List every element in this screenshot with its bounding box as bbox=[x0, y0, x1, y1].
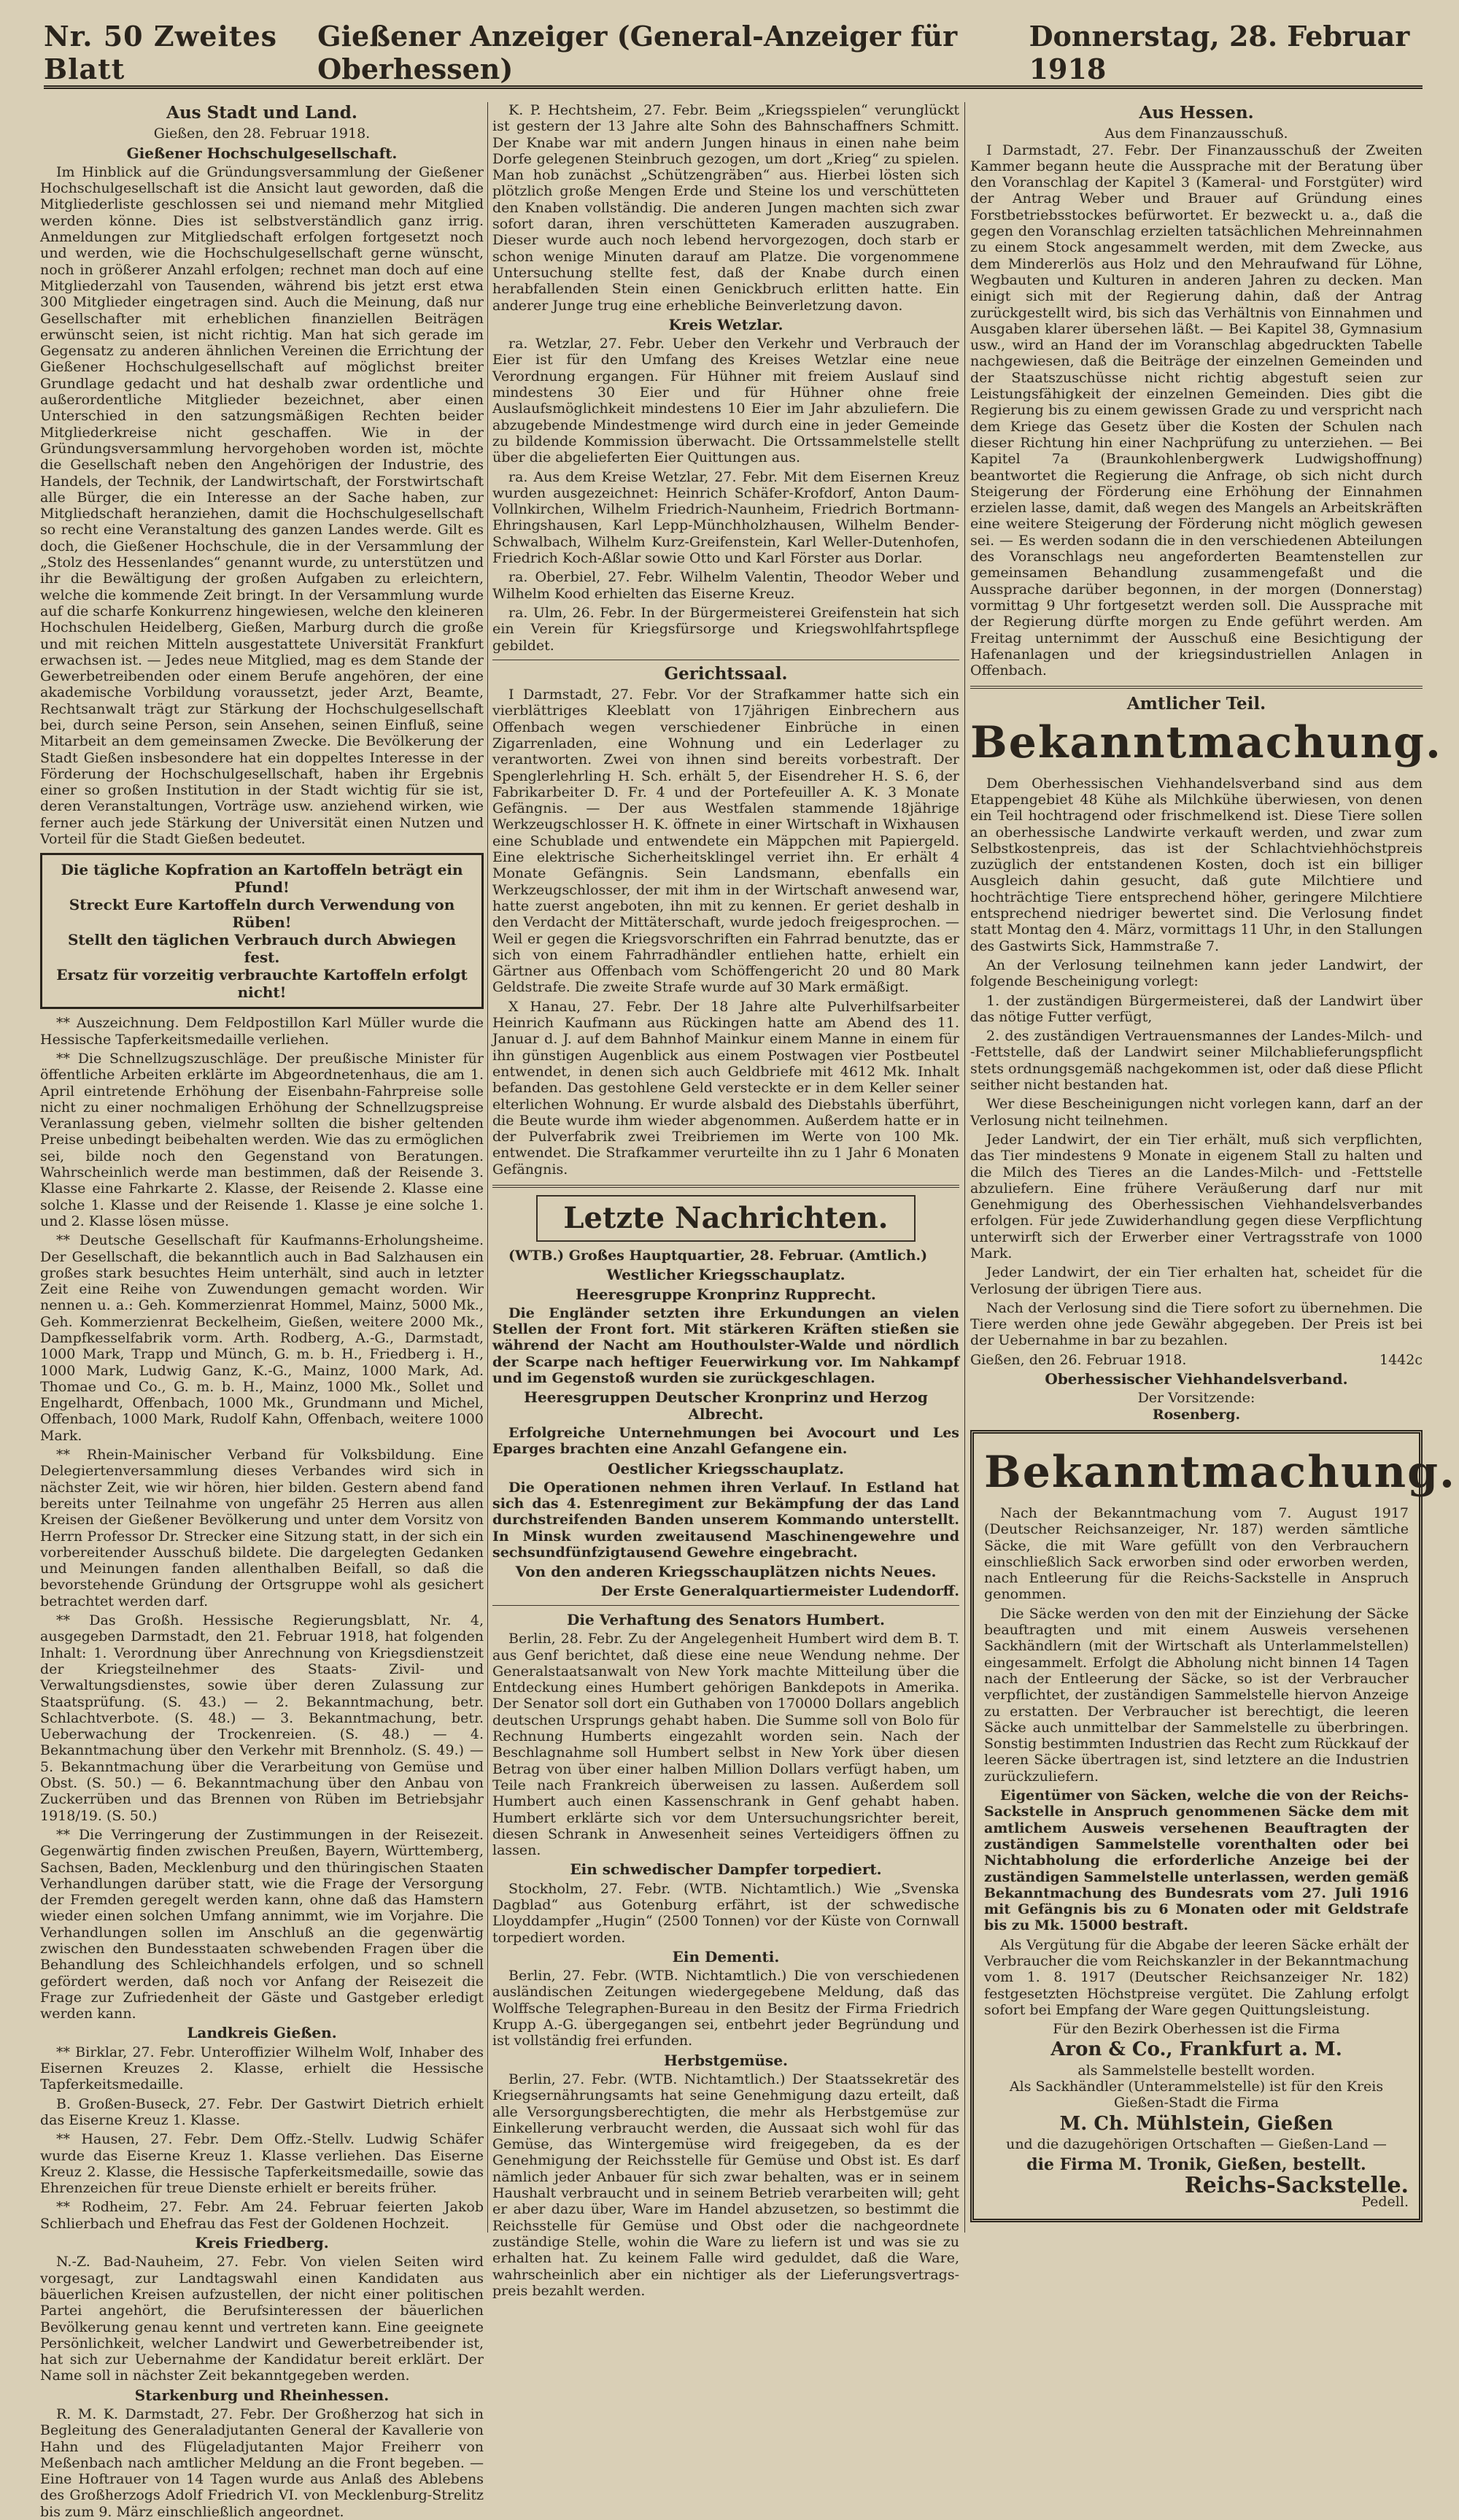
news-item: N.-Z. Bad-Nauheim, 27. Febr. Von vielen Seiten wird vorgesagt, zur Landtagswahl einen Kandidaten aus bäuerlichen Kreisen aufzustellen, der nicht einer politischen Partei angehört, die Berufsinteressen der bäuerlichen Bevölkerung genau kennt und vertreten kann. Eine geeignete Persönlichkeit, welcher Landwirt und Gewerbetreibender ist, hat sich zur Uebernahme der Kandidatur bereit erklärt. Der Name soll in nächster Zeit bekanntgegeben werden. bbox=[40, 2254, 484, 2384]
section-heading: Amtlicher Teil. bbox=[1126, 694, 1266, 714]
issue-date: Donnerstag, 28. Februar 1918 bbox=[1029, 20, 1410, 85]
news-item: I Darmstadt, 27. Febr. Vor der Strafkammer hatte sich ein vierblättriges Kleeblatt von 17jährigen Einbrechern aus Offenbach wegen verschiedener Einbrüche in einen Zigarrenladen, eine Wohnung und ein Lederlager zu verantworten. Zwei von ihnen sind bereits vorbestraft. Der Spenglerlehrling H. Sch. erhält 5, der Eisendreher H. S. 6, der Fabrikarbeiter D. Fr. 4 und der Portefeuiller A. K. 3 Monate Gefängnis. — Der aus Westfalen stammende 18jährige Werkzeugschlosser H. K. öffnete in einer Wirtschaft in Wixhausen eine Schublade und entwendete ein Mäppchen mit Papiergeld. Eine elektrische Sicherheitsklingel verriet ihn. Er erhält 4 Monate Gefängnis. Sein Landsmann, ebenfalls ein Werkzeugschlosser, der mit ihm in der Wirtschaft anwesend war, hatte zuerst angeboten, ihn mit zu kennen. Er geriet deshalb in den Verdacht der Mittäterschaft, wurde jedoch freigesprochen. — Weil er gegen die Kriegsvorschriften ein Fahrrad benutzte, das er sich von einem Fahrradhändler entliehen hatte, erhielt ein Gärtner aus Offenbach vom Schöffengericht 20 und 80 Mark Geldstrafe. Die zweite Strafe wurde auf 30 Mark ermäßigt. bbox=[492, 687, 959, 996]
firm-name: die Firma M. Tronik, Gießen, bestellt. bbox=[1026, 2155, 1366, 2175]
news-item: ra. Aus dem Kreise Wetzlar, 27. Febr. Mit dem Eisernen Kreuz wurden ausgezeichnet: Heinrich Schäfer-Krofdorf, Anton Daum-Vollnkirchen, Wilhelm Friedrich-Naunheim, Friedrich Bortmann-Ehringshausen, Karl Lepp-Münchholzhausen, Wilhelm Bender-Schwalbach, Wilhelm Kurz-Greifenstein, Karl Weller-Dutenhofen, Friedrich Koch-Aßlar sowie Otto und Karl Förster aus Dorlar. bbox=[492, 468, 959, 567]
news-item: Stockholm, 27. Febr. (WTB. Nichtamtlich.) Wie „Svenska Dagblad“ aus Gotenburg erfährt, ist der schwedische Lloyddampfer „Hugin“ (2500 Tonnen) vor der Küste von Cornwall torpediert worden. bbox=[492, 1880, 959, 1946]
announcement-body: Jeder Landwirt, der ein Tier erhalten hat, scheidet für die Verlosung der übrigen Tiere aus. bbox=[970, 1264, 1423, 1297]
column-divider bbox=[487, 102, 488, 2233]
announcement-body: Für den Bezirk Oberhessen ist die Firma bbox=[1053, 2021, 1340, 2038]
army-group-heading: Heeresgruppe Kronprinz Rupprecht. bbox=[576, 1285, 876, 1303]
announcement-body: Als Vergütung für die Abgabe der leeren Säcke erhält der Verbraucher die vom Reichskanzler in der Bekanntmachung vom 1. 8. 1917 (Deutscher Reichsanzeiger Nr. 182) festgesetzten Höchstpreise vergütet. Die Zahlung erfolgt sofort bei Empfang der Ware gegen Quittungsleistung. bbox=[984, 1936, 1409, 2018]
announcement-body: Die Säcke werden von den mit der Einziehung der Säcke beauftragten und mit einem Ausweis versehenen Sackhändlern (mit der Wirtschaft als Unterlammelstellen) eingesammelt. Erfolgt die Abholung nicht binnen 14 Tagen nach der Entleerung der Säcke, so ist der Verbraucher verpflichtet, der zuständigen Sammelstelle hiervon Anzeige zu erstatten. Der Verbraucher ist berechtigt, die leeren Säcke auch unmittelbar der Sammelstelle zu überbringen. Sonstig bestimmten Industrien das Recht zum Rückkauf der leeren Säcke übertragen ist, sind letztere an die Industrien zurückzuliefern. bbox=[984, 1605, 1409, 1785]
news-item: ra. Oberbiel, 27. Febr. Wilhelm Valentin, Theodor Weber und Wilhelm Kood erhielten das Eiserne Kreuz. bbox=[492, 569, 959, 602]
wire-dateline: (WTB.) Großes Hauptquartier, 28. Februar. (Amtlich.) bbox=[508, 1248, 928, 1264]
region-heading: Starkenburg und Rheinhessen. bbox=[134, 2386, 390, 2404]
region-heading: Kreis Wetzlar. bbox=[668, 315, 783, 333]
announcement-penalty: Eigentümer von Säcken, welche die von der Reichs-Sackstelle in Anspruch genommenen Säcke dem mit amtlichem Ausweis versehenen Beauftragten der zuständigen Sammelstelle vorenthalten oder bei Nichtabholung die erforderliche Anzeige bei der zuständigen Sammelstelle unterlassen, werden gemäß Bekanntmachung des Bundesrats vom 27. Juli 1916 mit Gefängnis bis zu 6 Monaten oder mit Geldstrafe bis zu Mk. 15000 bestraft. bbox=[984, 1787, 1409, 1934]
announcement-body: Jeder Landwirt, der ein Tier erhält, muß sich verpflichten, das Tier mindestens 9 Monate in eigenem Stall zu halten und die Milch des Tieres an die Landes-Milch- und -Fettstelle abzuliefern. Eine frühere Veräußerung darf nur mit Genehmigung des Oberhessischen Viehhandelsverbandes erfolgen. Für jede Zuwiderhandlung gegen diese Verpflichtung unterwirft sich der Erwerber einer Vertragsstrafe von 1000 Mark. bbox=[970, 1131, 1423, 1261]
column-divider bbox=[964, 102, 965, 2233]
section-heading: Aus Stadt und Land. bbox=[166, 103, 357, 123]
news-item: Berlin, 27. Febr. (WTB. Nichtamtlich.) Die von verschiedenen ausländischen Zeitungen wiedergegebene Meldung, daß das Wolffsche Telegraphen-Bureau in den Besitz der Firma Friedrich Krupp A.-G. übergegangen sei, entbehrt jeder Begründung und ist vollständig frei erfunden. bbox=[492, 1968, 959, 2049]
article-body: Im Hinblick auf die Gründungsversammlung der Gießener Hochschulgesellschaft ist die Ansicht laut geworden, daß die Mitgliederliste geschlossen sei und niemand mehr Mitglied werden könne. Dies ist selbstverständlich ganz irrig. Anmeldungen zur Mitgliedschaft erfolgen fortgesetzt noch und werden, wie die Hochschulgesellschaft gerne wünscht, noch in größerer Anzahl erfolgen; rechnet man doch auf eine Mitgliederzahl von Tausenden, während bis jetzt erst etwa 300 Mitglieder eingetragen sind. Auch die Meinung, daß nur Gesellschafter mit erheblichen finanziellen Beiträgen erwünscht seien, ist nicht richtig. Man hat sich gerade im Gegensatz zu anderen ähnlichen Vereinen die Errichtung der Gießener Hochschulgesellschaft auf möglichst breiter Grundlage gedacht und hat deshalb zwar ordentliche und außerordentliche Mitglieder bezeichnet, aber einen Unterschied in den satzungsmäßigen Rechten beider Mitgliederkreise nicht geschaffen. Wie in der Gründungsversammlung hervorgehoben worden ist, möchte die Gesellschaft neben den Angehörigen der Industrie, des Handels, der Technik, der Landwirtschaft, der Forstwirtschaft alle Bürger, die ein Interesse an der Sache haben, zur Mitgliedschaft heranziehen, damit die Hochschulgesellschaft so recht eine Veranstaltung des ganzen Landes werde. Gilt es doch, die Gießener Hochschule, die in der Versammlung der „Stolz des Hessenlandes“ genannt wurde, zu unterstützen und ihr die Bewältigung der großen Aufgaben zu erleichtern, welche die kommende Zeit bringt. In der Versammlung wurde auf die scharfe Konkurrenz hingewiesen, welche den kleineren Hochschulen Heidelberg, Gießen, Marburg durch die große und mit reichen Mitteln ausgestattete Universität Frankfurt erwachsen ist. — Jedes neue Mitglied, mag es dem Stande der Gewerbetreibenden oder einem Berufe angehören, der eine akademische Vorbildung voraussetzt, jeder Arzt, Beamte, Rechtsanwalt trägt zur Stärkung der Hochschulgesellschaft bei, durch seine Person, sein Ansehen, seinen Einfluß, seine Mitarbeit an dem gemeinsamen Zwecke. Die Bevölkerung der Stadt Gießen insbesondere hat ein doppeltes Interesse in der Förderung der Hochschulgesellschaft, haben ihr Ergebnis einer so großen Institution in der Stadt wichtig für sie ist, deren Veranstaltungen, Vorträge usw. anziehend wirken, wie ferner auch jede Stärkung der Universität einen Nutzen und Vorteil für die Stadt Gießen bedeutet. bbox=[40, 163, 484, 848]
column-middle bbox=[492, 102, 959, 2299]
notice-line: Die tägliche Kopfration an Kartoffeln beträgt ein Pfund! bbox=[61, 861, 463, 897]
news-item: R. M. K. Darmstadt, 27. Febr. Der Großherzog hat sich in Begleitung des Generaladjutanten General der Kavallerie von Hahn und des Flügeladjutanten Major Freiherr von Meßenbach nach amtlicher Meldung an die Front begeben. — Eine Hoftrauer von 14 Tagen wurde aus Anlaß des Ablebens des Großherzogs Adolf Friedrich VI. von Mecklenburg-Strelitz bis zum 9. März einschließlich angeordnet. bbox=[40, 2406, 484, 2520]
news-item: ** Das Großh. Hessische Regierungsblatt, Nr. 4, ausgegeben Darmstadt, den 21. Februar 1918, hat folgenden Inhalt: 1. Verordnung über Anrechnung von Kriegsdienstzeit der Kriegsteilnehmer des Staats- Zivil- und Verwaltungsdienstes, sowie über deren Zulassung zur Staatsprüfung. (S. 43.) — 2. Bekanntmachung, betr. Schlachtverbote. (S. 48.) — 3. Bekanntmachung, betr. Ueberwachung der Trockenreien. (S. 48.) — 4. Bekanntmachung über den Verkehr mit Brennholz. (S. 49.) — 5. Bekanntmachung über die Verarbeitung von Gemüse und Obst. (S. 50.) — 6. Bekanntmachung über den Anbau von Zuckerrüben und das Brennen von Rüben im Betriebsjahr 1918/19. (S. 50.) bbox=[40, 1612, 484, 1824]
last-news-heading: Letzte Nachrichten. bbox=[536, 1195, 916, 1242]
sack-announcement-box bbox=[970, 1430, 1456, 2222]
news-item: ** Die Schnellzugszuschläge. Der preußische Minister für öffentliche Arbeiten erklärte im Abgeordnetenhaus, die am 1. April eintretende Erhöhung der Eisenbahn-Fahrpreise solle nicht zu einer nochmaligen Erhöhung der Schnellzugspreise Veranlassung geben, vielmehr sollten die bisher geltenden Preise unbedingt beibehalten werden. Wie das zu ermöglichen sei, bilde noch den Gegenstand von Beratungen. Wahrscheinlich werde man bestimmen, daß der Reisende 3. Klasse eine Fahrkarte 2. Klasse, der Reisende 2. Klasse eine solche 1. Klasse und der Reisende 1. Klasse je eine solche 1. und 2. Klasse lösen müsse. bbox=[40, 1050, 484, 1229]
divider bbox=[492, 1605, 959, 1606]
column-right bbox=[970, 102, 1456, 2233]
divider bbox=[970, 686, 1423, 689]
news-item: ** Auszeichnung. Dem Feldpostillon Karl Müller wurde die Hessische Tapferkeitsmedaille verliehen. bbox=[40, 1015, 484, 1048]
announcement-code: 1442c bbox=[1379, 1351, 1423, 1368]
report-signature: Der Erste Generalquartiermeister Ludendorff. bbox=[600, 1582, 959, 1599]
news-item: ** Birklar, 27. Febr. Unteroffizier Wilhelm Wolf, Inhaber des Eisernen Kreuzes 2. Klasse, erhielt die Hessische Tapferkeitsmedaille. bbox=[40, 2044, 484, 2093]
column-left bbox=[40, 102, 484, 2520]
section-heading: Aus Hessen. bbox=[1139, 103, 1254, 123]
army-group-heading: Heeresgruppen Deutscher Kronprinz und Herzog Albrecht. bbox=[524, 1388, 928, 1423]
report-body: Erfolgreiche Unternehmungen bei Avocourt und Les Eparges brachten eine Anzahl Gefangene ein. bbox=[492, 1424, 959, 1458]
subsection-heading: Aus dem Finanzausschuß. bbox=[1104, 125, 1288, 142]
divider bbox=[492, 1185, 959, 1188]
announcement-body: Wer diese Bescheinigungen nicht vorlegen kann, darf an der Verlosung nicht teilnehmen. bbox=[970, 1096, 1423, 1129]
news-item: ** Rodheim, 27. Febr. Am 24. Februar feierten Jakob Schlierbach und Ehefrau das Fest der Goldenen Hochzeit. bbox=[40, 2199, 484, 2232]
report-body: Die Engländer setzten ihre Erkundungen an vielen Stellen der Front fort. Mit stärkeren Kräften stießen sie während der Nacht am Houthoulster-Walde und nördlich der Scarpe nach heftiger Feuerwirkung vor. Im Nahkampf und im Gegenstoß wurden sie zurückgeschlagen. bbox=[492, 1305, 959, 1387]
article-title: Herbstgemüse. bbox=[664, 2051, 788, 2069]
news-item: Berlin, 28. Febr. Zu der Angelegenheit Humbert wird dem B. T. aus Genf berichtet, daß diese eine neue Wendung nehme. Der Generalstaatsanwalt von New York machte Mitteilung über die Entdeckung eines Humbert gehörigen Bankdepots in Amerika. Der Senator soll dort ein Guthaben von 170000 Dollars angeblich deutschen Ursprungs gehabt haben. Die Summe soll von Bolo für Rechnung Humberts eingezahlt worden sein. Nach der Beschlagnahme soll Humbert selbst in New York über diesen Betrag von über einer halben Million Dollars verfügt haben, um Teile nach Frankreich überweisen zu lassen. Außerdem soll Humbert auch einen Kassenschrank in Genf gehabt haben. Humbert erklärte sich vor dem Untersuchungsrichter bereit, diesen Schrank in Anwesenheit seines Verteidigers öffnen zu lassen. bbox=[492, 1631, 959, 1859]
firm-name: Aron & Co., Frankfurt a. M. bbox=[1050, 2038, 1342, 2061]
article-title: Die Verhaftung des Senators Humbert. bbox=[567, 1610, 885, 1628]
announcement-body: als Sammelstelle bestellt worden. bbox=[1077, 2062, 1315, 2079]
announcement-title: Bekanntmachung. bbox=[970, 716, 1442, 768]
announcement-body: An der Verlosung teilnehmen kann jeder Landwirt, der folgende Bescheinigung vorlegt: bbox=[970, 956, 1423, 990]
theater-heading: Oestlicher Kriegsschauplatz. bbox=[608, 1459, 844, 1477]
news-item: ** Rhein-Mainischer Verband für Volksbildung. Eine Delegiertenversammlung dieses Verbandes wird sich in nächster Zeit, wie wir hören, hier bilden. Gestern abend fand bereits unter Teilnahme von ungefähr 25 Herren aus allen Kreisen der Gießener Bevölkerung und unter dem Vorsitz von Herrn Professor Dr. Strecker eine Sitzung statt, in der sich ein vorbereitender Ausschuß bildete. Die dargelegten Gedanken und Meinungen fanden allenthalben Beifall, so daß die bevorstehende Gründung der Ortsgruppe wohl als gesichert betrachtet werden darf. bbox=[40, 1447, 484, 1609]
report-note: Von den anderen Kriegsschauplätzen nichts Neues. bbox=[515, 1563, 937, 1581]
notice-line: Ersatz für vorzeitig verbrauchte Kartoffeln erfolgt nicht! bbox=[56, 966, 468, 1002]
announcement-body: 2. des zuständigen Vertrauensmannes der Landes-Milch- und -Fettstelle, daß der Landwirt seiner Milchablieferungspflicht stets ordnungsgemäß nachgekommen ist, oder daß diese Pflicht seither nicht bestanden hat. bbox=[970, 1028, 1423, 1094]
announcement-signer: Rosenberg. bbox=[1152, 1406, 1241, 1423]
news-item: B. Großen-Buseck, 27. Febr. Der Gastwirt Dietrich erhielt das Eiserne Kreuz 1. Klasse. bbox=[40, 2095, 484, 2128]
news-item: ** Deutsche Gesellschaft für Kaufmanns-Erholungsheime. Der Gesellschaft, die bekanntlich auch in Bad Salzhausen ein großes stark besuchtes Heim unterhält, sind auch in letzter Zeit eine Reihe von Zuwendungen gemacht worden. Wir nennen u. a.: Geh. Kommerzienrat Hommel, Mainz, 5000 Mk., Geh. Kommerzienrat Beckelheim, Gießen, weitere 2000 Mk., Dampfkesselfabrik vorm. Arth. Rodberg, A.-G., Darmstadt, 1000 Mark, Trapp und Münch, G. m. b. H., Friedberg i. H., 1000 Mark, Ludwig Ganz, K.-G., Mainz, 1000 Mark, Ad. Thomae und Co., G. m. b. H., Mainz, 1000 Mk., Sollet und Engelhardt, Offenbach, 1000 Mk., Grundmann und Michel, Offenbach, 1000 Mark, Rudolf Kahn, Offenbach, weitere 1000 Mark. bbox=[40, 1232, 484, 1444]
masthead bbox=[44, 20, 1423, 89]
report-body: Die Operationen nehmen ihren Verlauf. In Estland hat sich das 4. Estenregiment zur Bekämpfung der das Land durchstreifenden Banden unserem Kommando unterstellt. In Minsk wurden zweitausend Maschinengewehre und sechsundfünfzigtausend Gewehre eingebracht. bbox=[492, 1479, 959, 1561]
news-item: ** Hausen, 27. Febr. Dem Offz.-Stellv. Ludwig Schäfer wurde das Eiserne Kreuz 1. Klasse verliehen. Das Eiserne Kreuz 2. Klasse, die Hessische Tapferkeitsmedaille, sowie das Ehrenzeichen für treue Dienste erhielt er bereits früher. bbox=[40, 2131, 484, 2197]
newspaper-title: Gießener Anzeiger (General-Anzeiger für Oberhessen) bbox=[317, 20, 958, 85]
news-item: Berlin, 27. Febr. (WTB. Nichtamtlich.) Der Staatssekretär des Kriegsernährungsamts hat seine Genehmigung dazu erteilt, daß alle Versorgungsberechtigten, die mehr als Herbstgemüse zur Einkellerung verbraucht werden, die Aussaat sich wohl für das Gemüse, das Wintergemüse wird freigegeben, da es der Genehmigung der Reichsstelle für Gemüse und Obst ist. Es darf nämlich jeder Anbauer für sich zwar behalten, was er in seinem Haushalt verbraucht und in seinem Betrieb verarbeiten will; geht er aber dazu über, Ware im Handel abzusetzen, so bestimmt die Reichsstelle für Gemüse und Obst oder die nachgeordnete zuständige Stelle, wohin die Ware zu liefern ist und was sie zu erhalten hat. Zu keinem Falle wird geduldet, daß die Ware, wahrscheinlich aber ein nichtiger als der Lieferungsvertrags-preis bezahlt werden. bbox=[492, 2071, 959, 2299]
announcement-chair: Der Vorsitzende: bbox=[1137, 1390, 1255, 1407]
announcement-title: Bekanntmachung. bbox=[984, 1446, 1456, 1498]
news-item: ra. Wetzlar, 27. Febr. Ueber den Verkehr und Verbrauch der Eier ist für den Umfang des Kreises Wetzlar eine neue Verordnung ergangen. Für Hühner mit freiem Auslauf sind mindestens 30 Eier und für Hühner ohne freie Auslaufsmöglichkeit mindestens 10 Eier im Jahr abzuliefern. Die abzugebende Mindestmenge wird durch eine in jeder Gemeinde zu bildende Kommission überwacht. Die Ortssammelstelle stellt über die abgelieferten Eier Quittungen aus. bbox=[492, 336, 959, 466]
firm-name: M. Ch. Mühlstein, Gießen bbox=[1059, 2112, 1334, 2135]
article-title: Gießener Hochschulgesellschaft. bbox=[126, 144, 398, 162]
notice-line: Stellt den täglichen Verbrauch durch Abwiegen fest. bbox=[67, 931, 457, 967]
announcement-footer bbox=[970, 1352, 1423, 1368]
region-heading: Kreis Friedberg. bbox=[195, 2234, 329, 2252]
announcement-body: Nach der Bekanntmachung vom 7. August 1917 (Deutscher Reichsanzeiger, Nr. 187) werden sämtliche Säcke, die mit Ware gefüllt von den Verbrauchern einschließlich Sack erworben sind oder erworben werden, nach Entleerung für die Reichs-Sackstelle in Anspruch genommen. bbox=[984, 1504, 1409, 1603]
section-heading: Gerichtssaal. bbox=[664, 663, 788, 684]
announcement-signature: Reichs-Sackstelle. bbox=[1184, 2172, 1409, 2198]
announcement-body: 1. der zuständigen Bürgermeisterei, daß der Landwirt über das nötige Futter verfügt, bbox=[970, 992, 1423, 1025]
announcement-body: Nach der Verlosung sind die Tiere sofort zu übernehmen. Die Tiere werden ohne jede Gewähr abgegeben. Der Preis ist bei der Uebernahme in bar zu bezahlen. bbox=[970, 1299, 1423, 1349]
news-item: I Darmstadt, 27. Febr. Der Finanzausschuß der Zweiten Kammer begann heute die Aussprache mit der Beratung über den Voranschlag der Kapitel 3 (Kameral- und Forstgüter) wird der Antrag Weber und Brauer auf Gründung eines Forstbetriebsstockes befürwortet. Er bezweckt u. a., daß die gegen den Voranschlag erzielten tatsächlichen Mehreinnahmen zu einem Stock angesammelt werden, mit dem Zwecke, aus dem Mindererlös aus Holz und den Mehraufwand für Löhne, Wegbauten und Kulturen in anderen Jahren zu decken. Man einigt sich mit der Regierung dahin, daß der Antrag zurückgestellt wird, bis sich das Verhältnis von Einnahmen und Ausgaben klarer übersehen läßt. — Bei Kapitel 38, Gymnasium usw., wird an Hand der im Voranschlag abgedruckten Tabelle nachgewiesen, daß die Beiträge der einzelnen Gemeinden und der Staatszuschüsse nicht richtig abgestuft seien zur Leistungsfähigkeit der einzelnen Gemeinden. Dies gibt die Regierung bis zu einem gewissen Grade zu und verspricht nach dem Kriege das Gesetz über die Kosten der Schulen nach dieser Richtung hin einer Nachprüfung zu unterziehen. — Bei Kapitel 7a (Braunkohlenbergwerk Ludwigshoffnung) beantwortet die Regierung die Anfrage, ob sich nicht durch Steigerung der Förderung eine Erhöhung der Einnahmen erzielen lasse, damit, daß wegen des Mangels an Arbeitskräften eine weitere Steigerung der Förderung nicht möglich gewesen sei. — Es werden sodann die in den verschiedenen Abteilungen des Voranschlags neu angeforderten Beamtenstellen zur gemeinsamen Behandlung zusammengefaßt und die Aussprache darüber begonnen, in der morgen (Donnerstag) vormittag 9 Uhr fortgesetzt werden soll. Die Aussprache mit der Regierung dürfte morgen zu Ende geführt werden. Am Freitag unternimmt der Ausschuß eine Besichtigung der Hafenanlagen und der kriegsindustriellen Anlagen in Offenbach. bbox=[970, 142, 1423, 679]
announcement-body: Als Sackhändler (Unterammelstelle) ist für den Kreis Gießen-Stadt die Firma bbox=[1009, 2079, 1384, 2111]
region-heading: Landkreis Gießen. bbox=[187, 2024, 337, 2042]
issue-number: Nr. 50 Zweites Blatt bbox=[44, 20, 278, 85]
news-item: X Hanau, 27. Febr. Der 18 Jahre alte Pulverhilfsarbeiter Heinrich Kaufmann aus Rückingen hatte am Abend des 11. Januar d. J. auf dem Bahnhof Mainkur einem Manne in einem für ihn günstigen Augenblick aus einem Postwagen vier Postbeutel entwendet, in denen sich auch Geldbriefe mit 4612 Mk. Inhalt befanden. Das gestohlene Geld versteckte er in dem Keller seiner elterlichen Wohnung. Er wurde alsbald des Diebstahls überführt, die Beute wurde ihm wieder abgenommen. Außerdem hatte er in der Pulverfabrik zwei Treibriemen im Werte von 100 Mk. entwendet. Die Strafkammer verurteilte ihn zu 1 Jahr 6 Monaten Gefängnis. bbox=[492, 998, 959, 1178]
announcement-body: und die dazugehörigen Ortschaften — Gießen-Land — bbox=[1006, 2136, 1387, 2152]
news-item: K. P. Hechtsheim, 27. Febr. Beim „Kriegsspielen“ verunglückt ist gestern der 13 Jahre alte Sohn des Bahnschaffners Schmitt. Der Knabe war mit andern Jungen hinaus in einen nahe beim Dorfe gelegenen Steinbruch gezogen, um dort „Krieg“ zu spielen. Man hob zunächst „Schützengräben“ aus. Hierbei lösten sich plötzlich große Mengen Erde und Steine los und verschütteten den Knaben vollständig. Die anderen Jungen machten sich zwar sofort daran, ihren verschütteten Kameraden auszugraben. Dieser wurde auch noch lebend hervorgezogen, doch starb er schon wenige Minuten darauf am Platze. Die vorgenommene Untersuchung stellte fest, daß der Knabe durch einen herabfallenden Stein einen Genickbruch erlitten hatte. Ein anderer Junge trug eine erhebliche Beinverletzung davon. bbox=[492, 102, 959, 314]
news-item: ra. Ulm, 26. Febr. In der Bürgermeisterei Greifenstein hat sich ein Verein für Kriegsfürsorge und Kriegswohlfahrtspflege gebildet. bbox=[492, 604, 959, 654]
announcement-date: Gießen, den 26. Februar 1918. bbox=[970, 1351, 1187, 1368]
ration-notice bbox=[40, 853, 484, 1009]
news-item: ** Die Verringerung der Zustimmungen in der Reisezeit. Gegenwärtig finden zwischen Preußen, Bayern, Württemberg, Sachsen, Baden, Mecklenburg und den thüringischen Staaten Verhandlungen darüber statt, wie die Frage der Versorgung der Fremden geregelt werden kann, ohne daß das Hamstern wieder einen solchen Umfang annimmt, wie im Vorjahre. Die Verhandlungen sollen im Anschluß an die gegenwärtig zwischen den Bundesstaaten schwebenden Fragen über die Behandlung des Schleichhandels erfolgen, und so schnell gefördert werden, daß noch vor Anfang der Reisezeit die Frage zur Zufriedenheit der Gäste und Gastgeber erledigt werden kann. bbox=[40, 1826, 484, 2022]
article-title: Ein schwedischer Dampfer torpediert. bbox=[570, 1860, 882, 1879]
announcement-org: Oberhessischer Viehhandelsverband. bbox=[1045, 1370, 1348, 1388]
announcement-body: Dem Oberhessischen Viehhandelsverband sind aus dem Etappengebiet 48 Kühe als Milchkühe überwiesen, von denen ein Teil hochtragend oder frischmelkend ist. Diese Tiere sollen an oberhessische Landwirte verkauft werden, und zwar zum Selbstkostenpreis, das ist der Schlachtviehhöchstpreis zuzüglich der entstandenen Kosten, doch ist ein billiger Ausgleich dahin gesucht, daß gute Milchtiere und hochträchtige Tiere entsprechend höher, geringere Milchtiere entsprechend niedriger bewertet sind. Die Verlosung findet statt Montag den 4. März, vormittags 11 Uhr, in den Stallungen des Gastwirts Sick, Hammstraße 7. bbox=[970, 775, 1423, 954]
dateline: Gießen, den 28. Februar 1918. bbox=[153, 125, 371, 142]
announcement-signature-sub: Pedell. bbox=[1361, 2193, 1409, 2210]
notice-line: Streckt Eure Kartoffeln durch Verwendung von Rüben! bbox=[69, 896, 455, 932]
article-title: Ein Dementi. bbox=[672, 1947, 780, 1966]
theater-heading: Westlicher Kriegsschauplatz. bbox=[606, 1266, 845, 1284]
